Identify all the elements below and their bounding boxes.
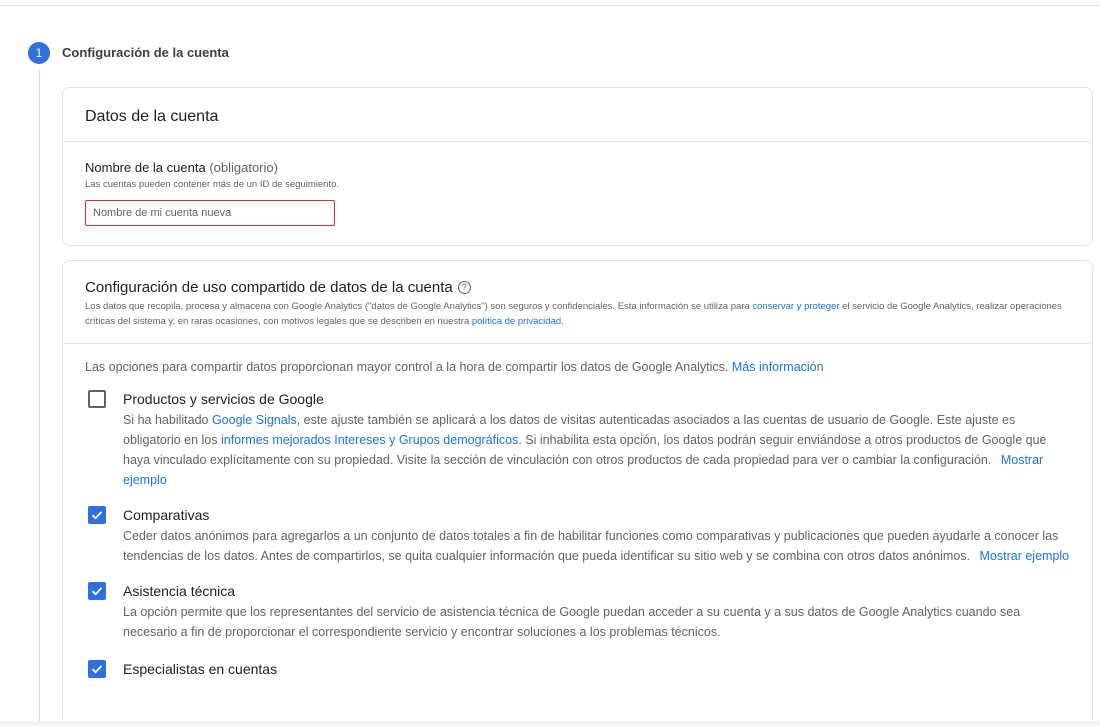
step-connector-line xyxy=(39,70,40,726)
option-title: Comparativas xyxy=(123,507,210,523)
option-technical-support xyxy=(85,582,1070,642)
benchmarking-checkbox[interactable] xyxy=(88,506,106,524)
option-title: Productos y servicios de Google xyxy=(123,391,324,407)
data-sharing-options xyxy=(63,344,1092,678)
sharing-intro xyxy=(85,360,1070,374)
account-name-input[interactable] xyxy=(85,200,335,226)
description-text: Los datos que recopila, procesa y almacena con Google Analytics ("datos de Google Analytics") son seguros y confidenciales. Esta información se utiliza para xyxy=(85,301,753,312)
option-title: Especialistas en cuentas xyxy=(123,661,278,677)
required-indicator: (obligatorio) xyxy=(209,160,278,175)
account-name-label-text: Nombre de la cuenta xyxy=(85,160,206,175)
description-text: , este ajuste también se aplicará a los datos de visitas autenticadas asociados a las cuentas de usuario de Google. Este ajuste es obligatorio en los xyxy=(123,413,1016,447)
google-products-checkbox[interactable] xyxy=(88,390,106,408)
option-description xyxy=(123,526,1070,566)
account-data-card-header xyxy=(63,88,1092,142)
option-title: Asistencia técnica xyxy=(123,583,236,599)
description-text: el servicio de Google Analytics, realizar operaciones críticas del sistema y, en raras ocasiones, con motivos legales que se describen en nuestra xyxy=(85,301,1062,327)
account-data-title: Datos de la cuenta xyxy=(85,108,219,125)
account-name-hint: Las cuentas pueden contener más de un ID de seguimiento. xyxy=(85,179,340,190)
data-sharing-header xyxy=(63,261,1092,344)
enhanced-reports-link[interactable]: informes mejorados Intereses y Grupos demográficos xyxy=(220,433,519,447)
option-google-products xyxy=(85,390,1070,490)
top-divider xyxy=(0,5,1100,6)
description-text: . xyxy=(561,316,564,327)
step-number-badge: 1 xyxy=(28,42,50,64)
data-sharing-title-text: Configuración de uso compartido de datos de la cuenta xyxy=(85,279,453,296)
description-text: Si ha habilitado xyxy=(123,413,212,427)
preserve-protect-link[interactable]: conservar y proteger xyxy=(752,301,840,312)
checkmark-icon xyxy=(91,663,103,675)
google-signals-link[interactable]: Google Signals xyxy=(211,413,297,427)
data-sharing-title xyxy=(85,279,1070,296)
help-icon[interactable]: ? xyxy=(458,281,471,294)
checkmark-icon xyxy=(91,585,103,597)
option-description: La opción permite que los representantes del servicio de asistencia técnica de Google puedan acceder a su cuenta y a sus datos de Google Analytics cuando sea necesario a fin de proporcionar el correspondiente servicio y encontrar soluciones a los problemas técnicos. xyxy=(123,605,1021,639)
more-info-link[interactable]: Más información xyxy=(731,360,824,374)
technical-support-checkbox[interactable] xyxy=(88,582,106,600)
step-title: Configuración de la cuenta xyxy=(62,45,229,60)
data-sharing-card xyxy=(62,260,1093,726)
show-example-link[interactable]: Mostrar ejemplo xyxy=(123,453,1044,487)
option-account-specialists xyxy=(85,660,1070,678)
option-benchmarking xyxy=(85,506,1070,566)
bottom-edge xyxy=(0,721,1100,726)
data-sharing-description xyxy=(85,299,1070,329)
account-name-field-block xyxy=(63,142,1092,244)
description-text: Ceder datos anónimos para agregarlos a un conjunto de datos totales a fin de habilitar funciones como comparativas y publicaciones que pueden ayudarle a conocer las tendencias de los datos. Antes de compartirlos, se quita cualquier información que pueda identificar su sitio web y se combina con otros datos anónimos. xyxy=(123,529,1059,563)
account-name-label xyxy=(85,160,1070,175)
account-specialists-checkbox[interactable] xyxy=(88,660,106,678)
account-data-card xyxy=(62,87,1093,246)
sharing-intro-text: Las opciones para compartir datos proporcionan mayor control a la hora de compartir los datos de Google Analytics. xyxy=(85,360,732,374)
privacy-policy-link[interactable]: política de privacidad xyxy=(471,316,562,327)
show-example-link[interactable]: Mostrar ejemplo xyxy=(979,549,1070,563)
checkmark-icon xyxy=(91,509,103,521)
option-description xyxy=(123,410,1070,490)
description-text: . Si inhabilita esta opción, los datos podrán seguir enviándose a otros productos de Google que haya vinculado explícitamente con su propiedad. Visite la sección de vinculación con otros productos de cada propiedad para ver o cambiar la configuración. xyxy=(123,433,1047,467)
